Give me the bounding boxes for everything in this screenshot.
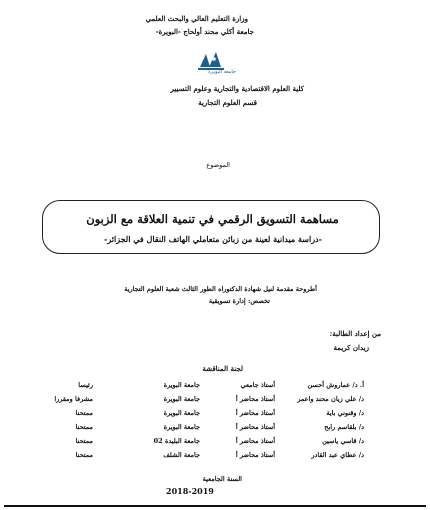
academic-year-value: 2018-2019 — [166, 486, 214, 496]
member-rank: أستاذ محاضر أ — [235, 409, 275, 417]
committee-row — [0, 437, 430, 447]
member-university: جامعة البليدة 02 — [153, 437, 200, 445]
member-name: د/ قاسي ياسين — [322, 437, 364, 445]
committee-row — [0, 423, 430, 433]
member-role: ممتحنا — [75, 409, 93, 417]
member-rank: أستاذ جامعي — [240, 381, 275, 389]
member-rank: أستاذ محاضر أ — [235, 451, 275, 459]
department-line: قسم العلوم التجارية — [198, 98, 257, 107]
member-university: جامعة الشلف — [163, 451, 200, 459]
subject-label: الموضوع — [206, 161, 230, 169]
committee-row — [0, 395, 430, 405]
thesis-subtitle: -دراسة ميدانية لعينة من زبائن متعاملي الهاتف النقال في الجزائر- — [104, 234, 322, 244]
member-university: جامعة البويرة — [163, 423, 200, 431]
member-role: ممتحنا — [75, 451, 93, 459]
member-university: جامعة البويرة — [163, 409, 200, 417]
student-label: من إعداد الطالبة: — [329, 329, 381, 338]
faculty-line: كلية العلوم الاقتصادية والتجارية وعلوم التسيير — [170, 84, 304, 93]
committee-row — [0, 451, 430, 461]
member-university: جامعة البويرة — [163, 381, 200, 389]
academic-year-label: السنة الجامعية — [202, 475, 242, 483]
university-line: جامعة أكلي محند أولحاج -البويرة- — [155, 27, 254, 36]
member-role: مشرفا ومقررا — [54, 395, 93, 403]
logo-caption: جامعة البويرة — [208, 69, 236, 75]
member-rank: أستاذ محاضر أ — [235, 423, 275, 431]
member-name: د/ عطاي عبد القادر — [311, 451, 364, 459]
member-name: أ. د/ عماروش أحسن — [307, 381, 364, 389]
member-name: د/ وقنوني باية — [326, 409, 364, 417]
member-role: رئيسا — [78, 381, 93, 389]
committee-row — [0, 381, 430, 391]
member-university: جامعة البويرة — [163, 395, 200, 403]
university-logo — [190, 50, 238, 76]
committee-row — [0, 409, 430, 419]
ministry-line: وزارة التعليم العالي والبحث العلمي — [145, 14, 248, 23]
member-role: ممتحنا — [75, 423, 93, 431]
thesis-title-box — [42, 200, 380, 254]
thesis-title: مساهمة التسويق الرقمي في تنمية العلاقة مع الزبون — [86, 212, 339, 226]
degree-line: أطروحة مقدمة لنيل شهادة الدكتوراه الطور الثالث شعبة العلوم التجارية — [124, 285, 317, 293]
member-role: ممتحنا — [75, 437, 93, 445]
student-name: زيدان كريمة — [333, 343, 369, 352]
member-name: د/ بلقاسم رابح — [324, 423, 364, 431]
member-rank: أستاذ محاضر أ — [235, 437, 275, 445]
page-bottom-border — [4, 505, 426, 507]
member-name: د/ علي زيان محند واعمر — [297, 395, 364, 403]
specialty-line: تخصص: إدارة تسويقية — [208, 297, 270, 305]
committee-heading: لجنة المناقشة — [202, 364, 243, 373]
member-rank: أستاذ محاضر أ — [235, 395, 275, 403]
